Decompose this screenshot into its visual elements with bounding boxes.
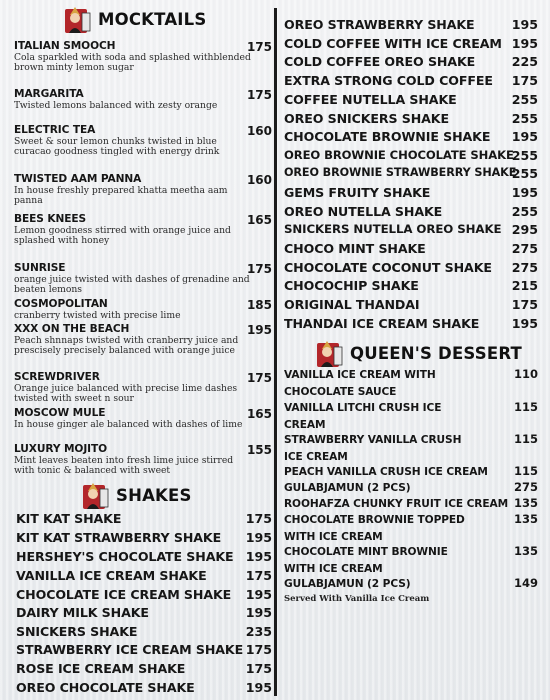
item-description: cranberry twisted with precise lime [14,310,181,321]
item-price: 149 [513,576,538,590]
item-price: 275 [511,260,538,275]
item-name: CHOCOLATE BROWNIE TOPPED WITH ICE CREAM [284,514,465,543]
item-name: CHOCOLATE ICE CREAM SHAKE [16,587,232,602]
item-price: 115 [513,400,538,414]
item-name: VANILLA ICE CREAM WITH CHOCOLATE SAUCE [284,369,436,398]
item-price: 175 [246,40,272,54]
item-price: 195 [246,323,272,337]
item-price: 255 [511,111,538,126]
item-description: Mint leaves beaten into fresh lime juice stirred with tonic & balanced with sweet [14,455,234,477]
item-name: STRAWBERRY ICE CREAM SHAKE [16,642,244,657]
item-description: Cola sparkled with soda and splashed withblended brown minty lemon sugar [14,52,251,74]
item-price: 195 [511,36,538,51]
item-price: 255 [511,204,538,219]
dessert-note: Served With Vanilla Ice Cream [284,594,430,604]
item-name: VANILLA LITCHI CRUSH ICE CREAM [284,402,442,431]
item-name: STRAWBERRY VANILLA CRUSH ICE CREAM [284,434,462,463]
item-name: GULABJAMUN (2 PCS) [284,578,411,590]
item-price: 165 [246,407,272,421]
item-description: In house ginger ale balanced with dashes of lime [14,419,243,430]
item-name: XXX ON THE BEACH [14,323,130,335]
item-price: 255 [511,148,538,163]
item-description: Orange juice balanced with precise lime dashes twisted with sweet n sour [14,383,238,405]
item-name: COLD COFFEE WITH ICE CREAM [284,36,502,51]
queen-crest-icon [314,337,346,369]
item-price: 175 [245,661,272,676]
item-name: CHOCOCHIP SHAKE [284,278,419,293]
item-price: 195 [511,129,538,144]
item-name: ROOHAFZA CHUNKY FRUIT ICE CREAM [284,498,509,510]
item-name: COLD COFFEE OREO SHAKE [284,54,476,69]
item-name: SUNRISE [14,262,66,274]
item-name: SCREWDRIVER [14,371,100,383]
item-description: Twisted lemons balanced with zesty orange [14,100,218,111]
item-price: 135 [513,544,538,558]
item-price: 175 [245,568,272,583]
item-name: DAIRY MILK SHAKE [16,605,149,620]
item-price: 110 [513,367,538,381]
item-price: 175 [246,88,272,102]
dessert-header [314,336,522,370]
item-price: 175 [245,642,272,657]
mocktails-header [62,2,206,36]
item-price: 275 [513,480,538,494]
item-name: OREO CHOCOLATE SHAKE [16,680,195,695]
item-name: CHOCOLATE COCONUT SHAKE [284,260,492,275]
item-name: COSMOPOLITAN [14,298,108,310]
item-price: 185 [246,298,272,312]
item-price: 165 [246,213,272,227]
item-description: Sweet & sour lemon chunks twisted in blue curacao goodness tingled with energy drink [14,136,220,158]
item-price: 195 [245,680,272,695]
item-description: Lemon goodness stirred with orange juice and splashed with honey [14,225,231,247]
item-price: 160 [246,124,272,138]
item-price: 175 [246,371,272,385]
item-name: OREO BROWNIE STRAWBERRY SHAKE [284,166,517,179]
item-name: CHOCO MINT SHAKE [284,241,426,256]
item-name: ORIGINAL THANDAI [284,297,420,312]
item-price: 135 [513,496,538,510]
item-name: LUXURY MOJITO [14,443,108,455]
item-price: 195 [511,185,538,200]
queen-crest-icon [62,3,94,35]
item-price: 225 [511,54,538,69]
item-name: MOSCOW MULE [14,407,106,419]
item-price: 295 [511,222,538,237]
item-name: OREO BROWNIE CHOCOLATE SHAKE [284,148,514,162]
column-divider [274,8,277,696]
item-name: SNICKERS SHAKE [16,624,138,639]
item-price: 115 [513,432,538,446]
item-price: 175 [246,262,272,276]
item-price: 195 [245,549,272,564]
item-name: SNICKERS NUTELLA OREO SHAKE [284,222,502,236]
item-name: EXTRA STRONG COLD COFFEE [284,73,493,88]
item-name: OREO STRAWBERRY SHAKE [284,17,475,32]
item-name: ITALIAN SMOOCH [14,40,116,52]
item-name: ELECTRIC TEA [14,124,96,136]
item-price: 235 [245,624,272,639]
item-price: 175 [511,297,538,312]
item-price: 195 [511,316,538,331]
item-price: 175 [245,511,272,526]
item-name: CHOCOLATE BROWNIE SHAKE [284,129,491,144]
item-name: MARGARITA [14,88,84,100]
shakes-header [80,478,192,512]
item-price: 255 [511,166,538,181]
item-price: 195 [245,587,272,602]
item-price: 195 [245,605,272,620]
item-name: TWISTED AAM PANNA [14,173,142,185]
item-name: BEES KNEES [14,213,87,225]
item-name: KIT KAT STRAWBERRY SHAKE [16,530,222,545]
item-price: 255 [511,92,538,107]
item-price: 195 [245,530,272,545]
mocktails-title: MOCKTAILS [98,9,207,29]
item-price: 160 [246,173,272,187]
item-name: OREO SNICKERS SHAKE [284,111,449,126]
item-name: GULABJAMUN (2 PCS) [284,482,411,494]
item-price: 135 [513,512,538,526]
item-price: 195 [511,17,538,32]
item-description: Peach shnnaps twisted with cranberry juice and prescisely precisely balanced with orange juice [14,335,239,357]
item-name: OREO NUTELLA SHAKE [284,204,443,219]
item-name: COFFEE NUTELLA SHAKE [284,92,457,107]
item-price: 115 [513,464,538,478]
shakes-title: SHAKES [116,485,192,505]
item-name: THANDAI ICE CREAM SHAKE [284,316,480,331]
item-name: KIT KAT SHAKE [16,511,122,526]
item-description: In house freshly prepared khatta meetha aam panna [14,185,228,207]
queen-crest-icon [80,479,112,511]
item-name: HERSHEY'S CHOCOLATE SHAKE [16,549,234,564]
item-price: 275 [511,241,538,256]
item-price: 215 [511,278,538,293]
item-name: VANILLA ICE CREAM SHAKE [16,568,207,583]
dessert-title: QUEEN'S DESSERT [350,343,522,363]
item-name: ROSE ICE CREAM SHAKE [16,661,186,676]
item-description: orange juice twisted with dashes of grenadine and beaten lemons [14,274,250,296]
item-price: 155 [246,443,272,457]
item-name: CHOCOLATE MINT BROWNIE WITH ICE CREAM [284,546,448,575]
item-name: PEACH VANILLA CRUSH ICE CREAM [284,466,488,478]
item-price: 175 [511,73,538,88]
item-name: GEMS FRUITY SHAKE [284,185,431,200]
